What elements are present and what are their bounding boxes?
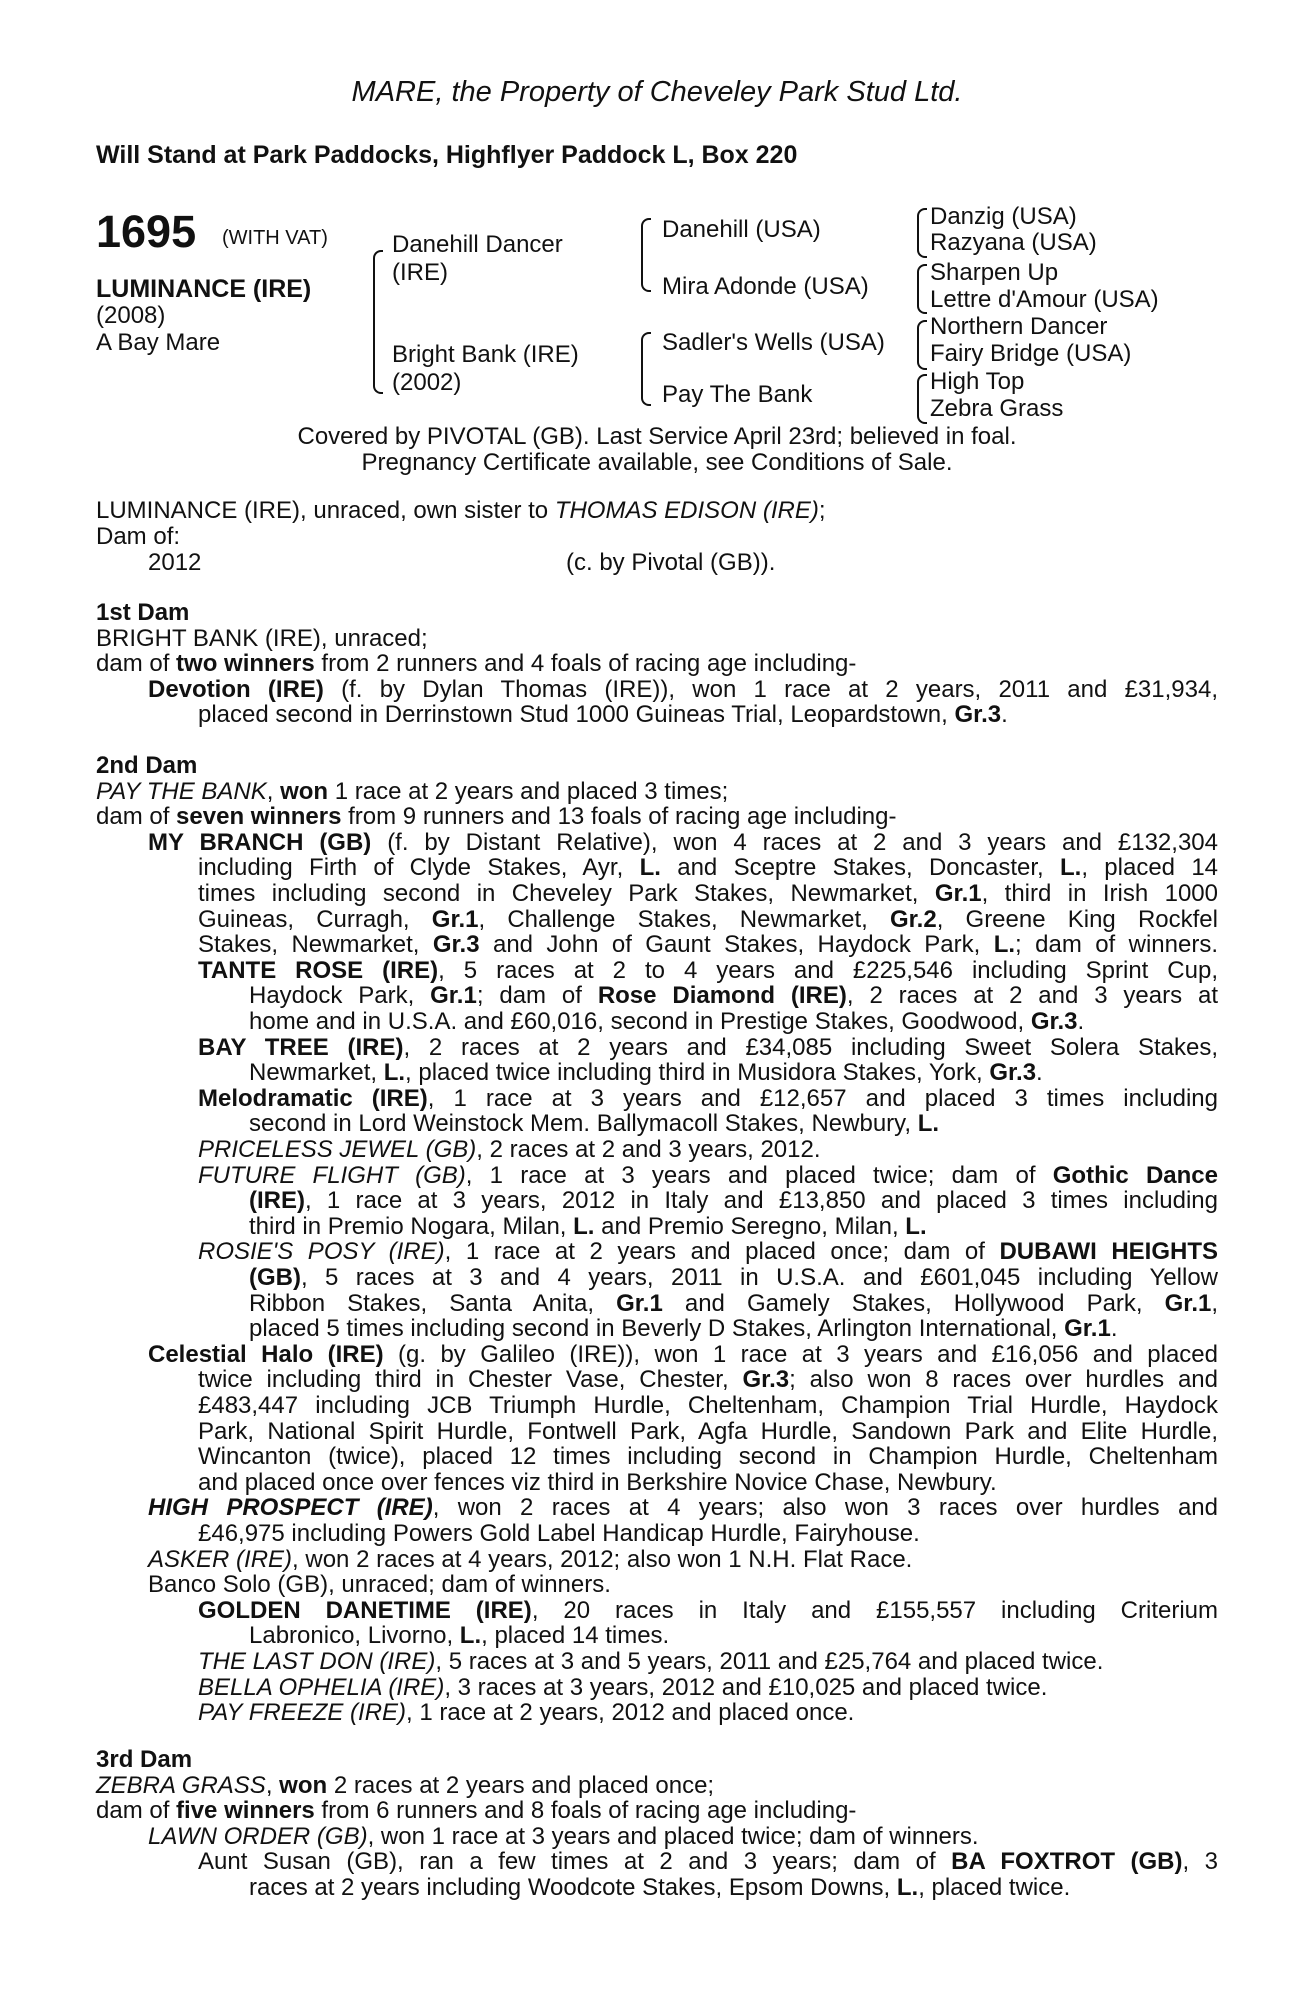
progeny-celestial-halo-line3: £483,447 including JCB Triumph Hurdle, Cheltenham, Champion Trial Hurdle, Haydock: [198, 1392, 1218, 1419]
progeny-pay-freeze: PAY FREEZE (IRE), 1 race at 2 years, 2012 and placed once.: [198, 1699, 855, 1727]
third-dam-summary: dam of five winners from 6 runners and 8 foals of racing age including-: [96, 1797, 857, 1825]
progeny-rosies-posy-line2: (GB), 5 races at 3 and 4 years, 2011 in U.S.A. and £601,045 including Yellow: [249, 1264, 1218, 1291]
pedigree-g7: High Top: [930, 368, 1025, 395]
pedigree-sire-sire: Danehill (USA): [662, 216, 821, 243]
progeny-future-flight: FUTURE FLIGHT (GB), 1 race at 3 years and placed twice; dam of Gothic Dance: [198, 1161, 1219, 1189]
progeny-entry: (c. by Pivotal (GB)).: [566, 549, 776, 576]
progeny-future-flight-line2: (IRE), 1 race at 3 years, 2012 in Italy and £13,850 and placed 3 times including: [249, 1187, 1218, 1215]
progeny-tante-rose-line2: Haydock Park, Gr.1; dam of Rose Diamond (IRE), 2 races at 2 and 3 years at: [249, 982, 1219, 1010]
stall-location: Will Stand at Park Paddocks, Highflyer Paddock L, Box 220: [96, 141, 798, 169]
lot-number: 1695: [96, 206, 197, 257]
progeny-golden-danetime: GOLDEN DANETIME (IRE), 20 races in Italy and £155,557 including Criterium: [198, 1596, 1219, 1624]
progeny-the-last-don: THE LAST DON (IRE), 5 races at 3 and 5 years, 2011 and £25,764 and placed twice.: [198, 1648, 1104, 1675]
first-dam-line: BRIGHT BANK (IRE), unraced;: [96, 624, 428, 652]
pedigree-bracket-g3: [917, 320, 927, 370]
page-title: MARE, the Property of Cheveley Park Stud Ltd.: [351, 76, 963, 108]
horse-name: LUMINANCE (IRE): [96, 275, 312, 303]
dam-of-label: Dam of:: [96, 523, 181, 550]
progeny-lawn-order: LAWN ORDER (GB), won 1 race at 3 years and placed twice; dam of winners.: [148, 1822, 979, 1850]
progeny-high-prospect-line2: £46,975 including Powers Gold Label Handicap Hurdle, Fairyhouse.: [198, 1520, 920, 1547]
progeny-future-flight-line3: third in Premio Nogara, Milan, L. and Premio Seregno, Milan, L.: [249, 1212, 927, 1240]
pedigree-sire: Danehill Dancer: [392, 231, 563, 258]
pedigree-sire-dam: Mira Adonde (USA): [662, 273, 869, 300]
second-dam-summary: dam of seven winners from 9 runners and 13 foals of racing age including-: [96, 803, 897, 831]
pedigree-bracket-g1: [917, 208, 927, 258]
third-dam-heading: 3rd Dam: [96, 1746, 193, 1773]
vat-note: (WITH VAT): [222, 227, 328, 249]
progeny-my-branch-line2: including Firth of Clyde Stakes, Ayr, L. and Sceptre Stakes, Doncaster, L., placed 14: [198, 854, 1219, 882]
progeny-melodramatic: Melodramatic (IRE), 1 race at 3 years and £12,657 and placed 3 times including: [198, 1084, 1218, 1112]
progeny-high-prospect: HIGH PROSPECT (IRE), won 2 races at 4 years; also won 3 races over hurdles and: [148, 1494, 1218, 1522]
progeny-my-branch-line3: times including second in Cheveley Park Stakes, Newmarket, Gr.1, third in Irish 1000: [198, 880, 1218, 907]
first-dam-progeny-cont: placed second in Derrinstown Stud 1000 Guineas Trial, Leopardstown, Gr.3.: [198, 701, 1008, 729]
progeny-bella-ophelia: BELLA OPHELIA (IRE), 3 races at 3 years, 2012 and £10,025 and placed twice.: [198, 1673, 1048, 1701]
horse-description: A Bay Mare: [96, 329, 221, 356]
pedigree-bracket-g4: [917, 374, 927, 424]
pregnancy-note: Pregnancy Certificate available, see Conditions of Sale.: [361, 449, 953, 476]
progeny-golden-danetime-line2: Labronico, Livorno, L., placed 14 times.: [249, 1622, 670, 1650]
pedigree-dam-dam: Pay The Bank: [662, 381, 813, 408]
progeny-tante-rose: TANTE ROSE (IRE), 5 races at 2 to 4 years and £225,546 including Sprint Cup,: [198, 956, 1218, 984]
progeny-bay-tree-line2: Newmarket, L., placed twice including third in Musidora Stakes, York, Gr.3.: [249, 1059, 1043, 1087]
progeny-banco-solo: Banco Solo (GB), unraced; dam of winners.: [148, 1571, 611, 1599]
horse-year: (2008): [96, 302, 166, 329]
progeny-aunt-susan-line2: races at 2 years including Woodcote Stakes, Epsom Downs, L., placed twice.: [249, 1874, 1071, 1901]
first-dam-progeny: Devotion (IRE) (f. by Dylan Thomas (IRE)), won 1 race at 2 years, 2011 and £31,934,: [148, 675, 1219, 703]
progeny-melodramatic-line2: second in Lord Weinstock Mem. Ballymacoll Stakes, Newbury, L.: [249, 1110, 940, 1138]
pedigree-bracket-g2: [917, 264, 927, 314]
progeny-asker: ASKER (IRE), won 2 races at 4 years, 2012; also won 1 N.H. Flat Race.: [148, 1545, 913, 1573]
progeny-year: 2012: [148, 549, 202, 576]
pedigree-bracket-main: [373, 250, 383, 394]
second-dam-line: PAY THE BANK, won 1 race at 2 years and placed 3 times;: [96, 777, 729, 805]
pedigree-bracket-dam: [641, 332, 651, 406]
progeny-rosies-posy-line3: Ribbon Stakes, Santa Anita, Gr.1 and Gamely Stakes, Hollywood Park, Gr.1,: [249, 1289, 1219, 1317]
progeny-rosies-posy-line4: placed 5 times including second in Beverly D Stakes, Arlington International, Gr.1.: [249, 1315, 1118, 1343]
second-dam-heading: 2nd Dam: [96, 752, 198, 779]
progeny-priceless-jewel: PRICELESS JEWEL (GB), 2 races at 2 and 3 years, 2012.: [198, 1136, 821, 1163]
progeny-my-branch-line5: Stakes, Newmarket, Gr.3 and John of Gaunt Stakes, Haydock Park, L.; dam of winners.: [198, 931, 1218, 959]
third-dam-line: ZEBRA GRASS, won 2 races at 2 years and placed once;: [96, 1771, 715, 1799]
pedigree-sire-suffix: (IRE): [392, 259, 448, 286]
pedigree-g4: Lettre d'Amour (USA): [930, 286, 1159, 313]
pedigree-g6: Fairy Bridge (USA): [930, 340, 1132, 367]
intro-line: LUMINANCE (IRE), unraced, own sister to THOMAS EDISON (IRE);: [96, 497, 826, 524]
progeny-tante-rose-line3: home and in U.S.A. and £60,016, second in Prestige Stakes, Goodwood, Gr.3.: [249, 1008, 1085, 1035]
pedigree-dam: Bright Bank (IRE): [392, 341, 579, 368]
pedigree-dam-year: (2002): [392, 369, 462, 396]
pedigree-g3: Sharpen Up: [930, 259, 1059, 286]
pedigree-g8: Zebra Grass: [930, 395, 1064, 422]
progeny-my-branch: MY BRANCH (GB) (f. by Distant Relative), won 4 races at 2 and 3 years and £132,304: [148, 828, 1218, 856]
pedigree-g2: Razyana (USA): [930, 229, 1097, 256]
first-dam-heading: 1st Dam: [96, 599, 190, 626]
progeny-celestial-halo-line5: Wincanton (twice), placed 12 times including second in Champion Hurdle, Cheltenham: [198, 1443, 1218, 1471]
pedigree-g5: Northern Dancer: [930, 313, 1108, 340]
pedigree-bracket-sire: [641, 218, 651, 292]
progeny-celestial-halo-line6: and placed once over fences viz third in Berkshire Novice Chase, Newbury.: [198, 1468, 997, 1496]
pedigree-dam-sire: Sadler's Wells (USA): [662, 329, 885, 356]
progeny-celestial-halo-line4: Park, National Spirit Hurdle, Fontwell Park, Agfa Hurdle, Sandown Park and Elite Hurdle,: [198, 1417, 1218, 1445]
pedigree-g1: Danzig (USA): [930, 203, 1077, 230]
progeny-bay-tree: BAY TREE (IRE), 2 races at 2 years and £34,085 including Sweet Solera Stakes,: [198, 1033, 1219, 1061]
progeny-celestial-halo: Celestial Halo (IRE) (g. by Galileo (IRE)), won 1 race at 3 years and £16,056 and placed: [148, 1340, 1218, 1368]
progeny-aunt-susan: Aunt Susan (GB), ran a few times at 2 and 3 years; dam of BA FOXTROT (GB), 3: [198, 1848, 1219, 1876]
progeny-rosies-posy: ROSIE'S POSY (IRE), 1 race at 2 years and placed once; dam of DUBAWI HEIGHTS: [198, 1238, 1219, 1266]
progeny-my-branch-line4: Guineas, Curragh, Gr.1, Challenge Stakes, Newmarket, Gr.2, Greene King Rockfel: [198, 905, 1218, 933]
first-dam-summary: dam of two winners from 2 runners and 4 foals of racing age including-: [96, 650, 857, 678]
progeny-celestial-halo-line2: twice including third in Chester Vase, Chester, Gr.3; also won 8 races over hurdles and: [198, 1366, 1218, 1394]
covered-note: Covered by PIVOTAL (GB). Last Service April 23rd; believed in foal.: [297, 423, 1017, 450]
